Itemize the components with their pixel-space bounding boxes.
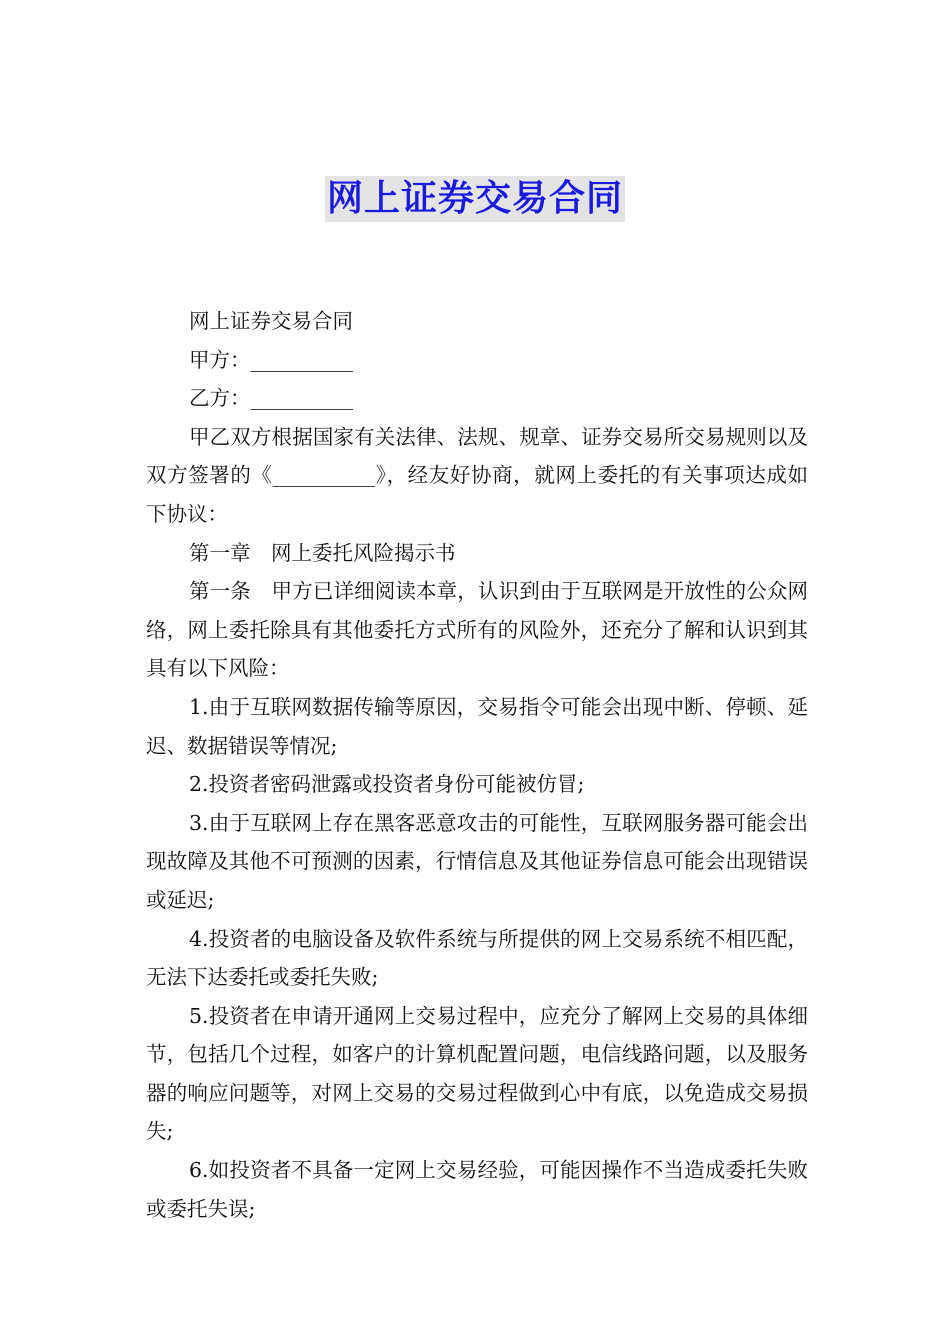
paragraph-risk-1: 1.由于互联网数据传输等原因，交易指令可能会出现中断、停顿、延迟、数据错误等情况; [146, 694, 808, 758]
paragraph-risk-4: 4.投资者的电脑设备及软件系统与所提供的网上交易系统不相匹配，无法下达委托或委托失败; [146, 926, 808, 990]
paragraph-risk-2: 2.投资者密码泄露或投资者身份可能被仿冒; [189, 772, 585, 797]
paragraph-article-1: 第一条 甲方已详细阅读本章，认识到由于互联网是开放性的公众网络，网上委托除具有其他委托方式所有的风险外，还充分了解和认识到其具有以下风险： [146, 579, 808, 681]
paragraph-preamble: 甲乙双方根据国家有关法律、法规、规章、证券交易所交易规则以及双方签署的《__________》，经友好协商，就网上委托的有关事项达成如下协议： [146, 424, 808, 526]
paragraph-risk-6: 6.如投资者不具备一定网上交易经验，可能因操作不当造成委托失败或委托失误; [146, 1158, 808, 1221]
paragraph-party-a: 甲方：__________ [189, 347, 353, 372]
paragraph-party-b: 乙方：__________ [189, 386, 353, 411]
paragraph-risk-5: 5.投资者在申请开通网上交易过程中，应充分了解网上交易的具体细节，包括几个过程，如客户的计算机配置问题，电信线路问题，以及服务器的响应问题等，对网上交易的交易过程做到心中有底，以免造成交易损失; [146, 1003, 808, 1144]
paragraph-risk-3: 3.由于互联网上存在黑客恶意攻击的可能性，互联网服务器可能会出现故障及其他不可预测的因素，行情信息及其他证券信息可能会出现错误或延迟; [146, 810, 808, 912]
title-container [0, 176, 950, 222]
paragraph-chapter-1: 第一章 网上委托风险揭示书 [189, 540, 456, 565]
document-title: 网上证券交易合同 [325, 176, 625, 222]
document-body [146, 302, 808, 1228]
paragraph-heading: 网上证券交易合同 [189, 309, 353, 333]
